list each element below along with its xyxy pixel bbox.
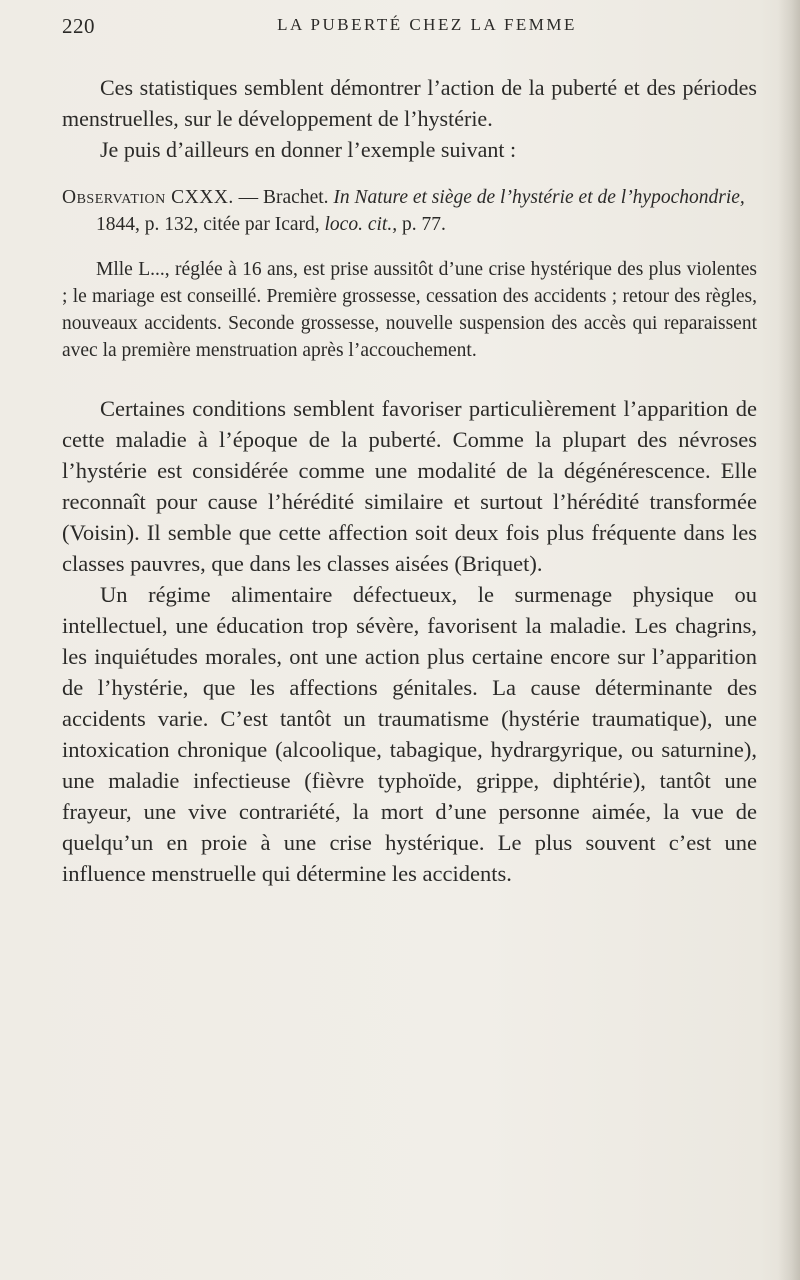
- running-head: [62, 14, 752, 44]
- observation-loco-cit: loco. cit.,: [324, 214, 398, 235]
- page-edge-shadow: [778, 0, 800, 1280]
- page-content: [62, 72, 757, 889]
- running-title: LA PUBERTÉ CHEZ LA FEMME: [277, 15, 577, 34]
- observation-citation: 1844, p. 132, citée par Icard,: [96, 214, 325, 235]
- observation-author: — Brachet.: [233, 187, 334, 208]
- observation-work-title: In Nature et siège de l’hystérie et de l’hypochondrie,: [333, 187, 745, 208]
- intro-paragraph-example: Je puis d’ailleurs en donner l’exemple suivant :: [100, 137, 517, 162]
- observation-label: Observation CXXX.: [62, 187, 234, 208]
- intro-paragraph: Ces statistiques semblent démontrer l’action de la puberté et des périodes menstruelles, sur le développement de l’hystérie.: [62, 75, 757, 131]
- observation-page: p. 77.: [397, 214, 446, 235]
- observation-heading: [62, 184, 757, 238]
- observation-body: Mlle L..., réglée à 16 ans, est prise aussitôt d’une crise hystérique des plus violentes ; le mariage est conseillé. Première grossesse, cessation des accidents ; retour des règles, nouveaux accidents. Seconde grossesse, nouvelle suspension des accès qui reparaissent avec la première menstruation après l’accouchement.: [62, 259, 757, 361]
- page-number: 220: [62, 14, 95, 38]
- body-paragraph-causes: Un régime alimentaire défectueux, le surmenage physique ou intellectuel, une éducation trop sévère, favorisent la maladie. Les chagrins, les inquiétudes morales, ont une action plus certaine encore sur l’apparition de l’hystérie, que les affections génitales. La cause déterminante des accidents varie. C’est tantôt un traumatisme (hystérie traumatique), une intoxication chronique (alcoolique, tabagique, hydrargyrique, ou saturnine), une maladie infectieuse (fièvre typhoïde, grippe, diphtérie), tantôt une frayeur, une vive contrariété, la mort d’une personne aimée, la vue de quelqu’un en proie à une crise hystérique. Le plus souvent c’est une influence menstruelle qui détermine les accidents.: [62, 582, 757, 886]
- body-paragraph-conditions: Certaines conditions semblent favoriser particulièrement l’apparition de cette maladie à l’époque de la puberté. Comme la plupart des névroses l’hystérie est considérée comme une modalité de la dégénérescence. Elle reconnaît pour cause l’hérédité similaire et surtout l’hérédité transformée (Voisin). Il semble que cette affection soit deux fois plus fréquente dans les classes pauvres, que dans les classes aisées (Briquet).: [62, 396, 757, 576]
